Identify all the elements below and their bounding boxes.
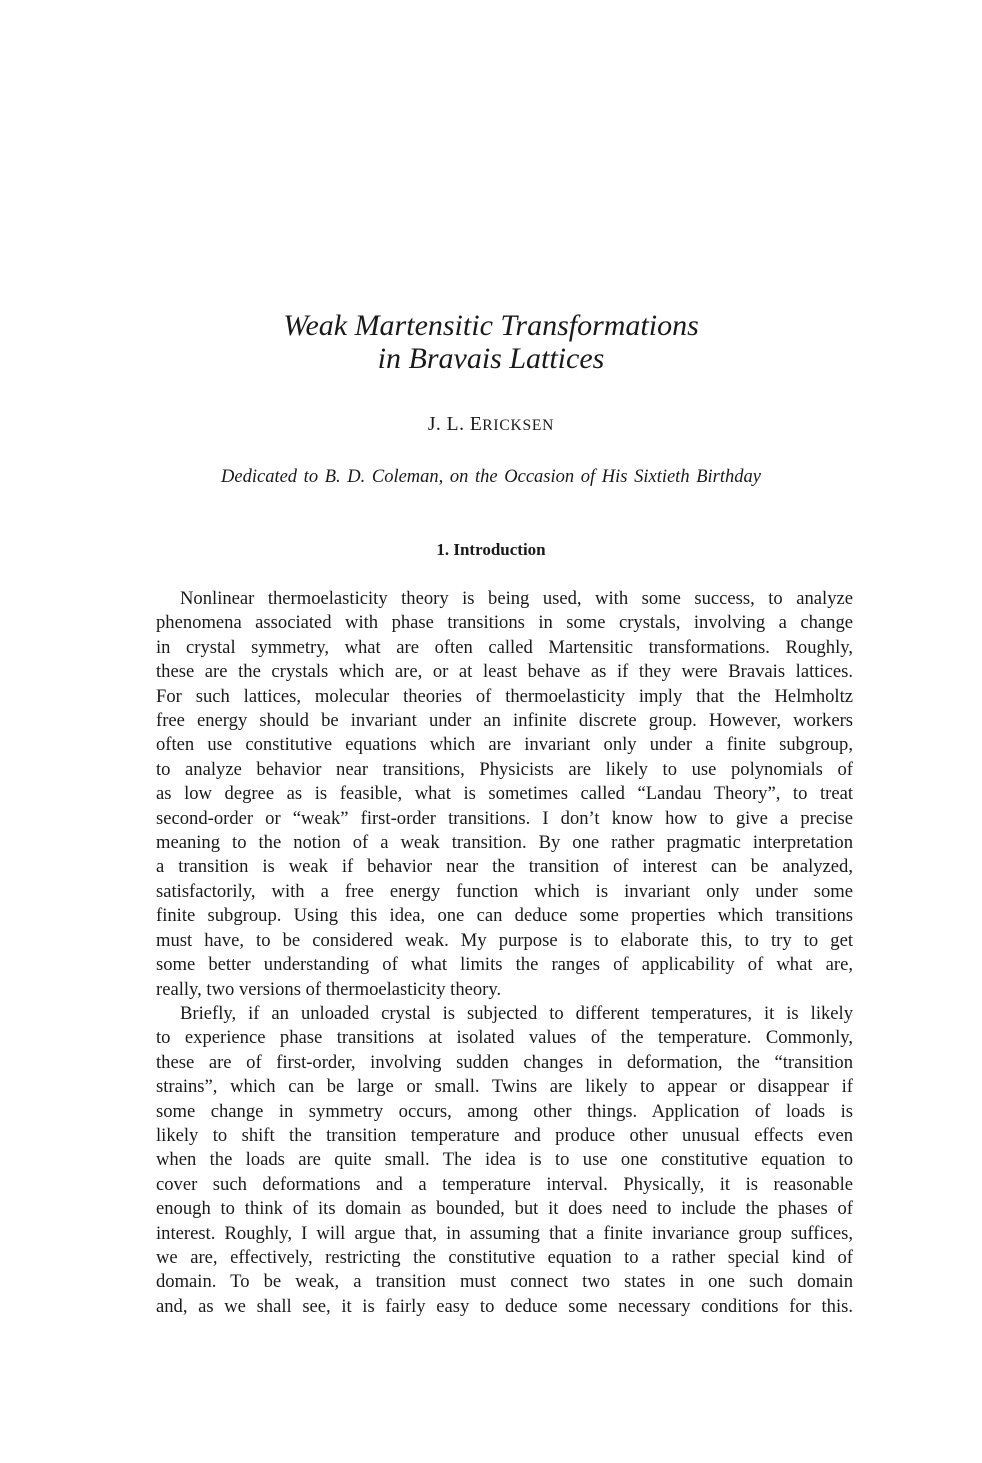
text-line: some change in symmetry occurs, among other things. Application of loads is bbox=[156, 1100, 853, 1122]
text-line: often use constitutive equations which are invariant only under a finite subgroup, bbox=[156, 734, 853, 756]
text-line: phenomena associated with phase transitions in some crystals, involving a change bbox=[156, 612, 853, 634]
text-line: free energy should be invariant under an infinite discrete group. However, workers bbox=[156, 710, 853, 732]
text-line: strains”, which can be large or small. Twins are likely to appear or disappear if bbox=[156, 1076, 853, 1098]
section-heading: 1. Introduction bbox=[436, 540, 546, 559]
text-line: second-order or “weak” first-order transitions. I don’t know how to give a precise bbox=[156, 807, 853, 829]
text-line: enough to think of its domain as bounded, but it does need to include the phases of bbox=[156, 1198, 853, 1220]
text-line: cover such deformations and a temperature interval. Physically, it is reasonable bbox=[156, 1173, 853, 1195]
text-line: finite subgroup. Using this idea, one can deduce some properties which transitions bbox=[156, 905, 853, 927]
text-line: when the loads are quite small. The idea is to use one constitutive equation to bbox=[156, 1149, 853, 1171]
text-line: satisfactorily, with a free energy function which is invariant only under some bbox=[156, 880, 853, 902]
text-line: as low degree as is feasible, what is sometimes called “Landau Theory”, to treat bbox=[156, 783, 853, 805]
author-surname-initial: E bbox=[469, 414, 483, 435]
title-line-2: in Bravais Lattices bbox=[377, 342, 605, 375]
text-line: some better understanding of what limits the ranges of applicability of what are, bbox=[156, 954, 853, 976]
text-line: these are of first-order, involving sudden changes in deformation, the “transition bbox=[156, 1051, 853, 1073]
text-line: to experience phase transitions at isolated values of the temperature. Commonly, bbox=[156, 1027, 853, 1049]
text-line: we are, effectively, restricting the constitutive equation to a rather special kind of bbox=[156, 1246, 853, 1268]
text-line: Nonlinear thermoelasticity theory is being used, with some success, to analyze bbox=[180, 588, 853, 609]
paragraph-2 bbox=[156, 1002, 853, 1319]
text-line: in crystal symmetry, what are often called Martensitic transformations. Roughly, bbox=[156, 636, 853, 658]
text-line: must have, to be considered weak. My purpose is to elaborate this, to try to get bbox=[156, 929, 853, 951]
author-name bbox=[0, 414, 982, 436]
title-line-1: Weak Martensitic Transformations bbox=[283, 309, 699, 342]
author-surname-rest: RICKSEN bbox=[482, 417, 555, 434]
text-line: For such lattices, molecular theories of thermoelasticity imply that the Helmholtz bbox=[156, 685, 853, 707]
text-line: meaning to the notion of a weak transition. By one rather pragmatic interpretation bbox=[156, 832, 853, 854]
text-line: a transition is weak if behavior near the transition of interest can be analyzed, bbox=[156, 856, 853, 878]
dedication: Dedicated to B. D. Coleman, on the Occasion of His Sixtieth Birthday bbox=[221, 467, 761, 487]
text-line: Briefly, if an unloaded crystal is subjected to different temperatures, it is likely bbox=[180, 1002, 853, 1024]
author-initials: J. L. bbox=[427, 414, 470, 435]
text-line: likely to shift the transition temperature and produce other unusual effects even bbox=[156, 1124, 853, 1146]
paper-title bbox=[0, 309, 982, 375]
text-line: interest. Roughly, I will argue that, in assuming that a finite invariance group suffices, bbox=[156, 1222, 853, 1244]
body-text bbox=[156, 587, 853, 1319]
text-line: to analyze behavior near transitions, Physicists are likely to use polynomials of bbox=[156, 758, 853, 780]
paragraph-1 bbox=[156, 587, 853, 1002]
text-line: domain. To be weak, a transition must connect two states in one such domain bbox=[156, 1271, 853, 1293]
text-line: and, as we shall see, it is fairly easy to deduce some necessary conditions for this. bbox=[156, 1295, 853, 1317]
text-line: really, two versions of thermoelasticity theory. bbox=[156, 978, 502, 1000]
text-line: these are the crystals which are, or at least behave as if they were Bravais lattices. bbox=[156, 661, 853, 683]
